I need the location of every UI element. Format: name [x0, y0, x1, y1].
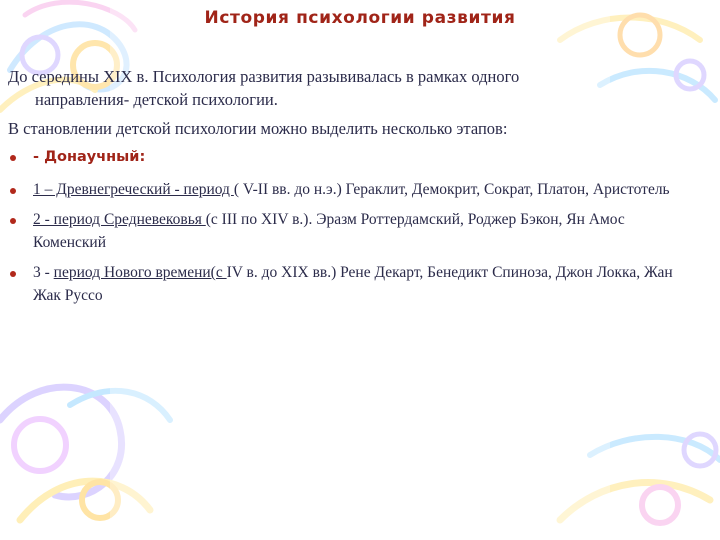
- period-link-ancient-greek[interactable]: 1 – Древнегреческий - период: [33, 180, 234, 198]
- list-item-middle-ages: [0, 209, 693, 254]
- item-prefix: 3 -: [33, 264, 54, 281]
- intro-paragraph: [8, 65, 698, 111]
- intro-line-2: направления- детской психологии.: [35, 90, 278, 109]
- list-item-prescientific: [0, 146, 693, 169]
- stages-list: [0, 146, 720, 315]
- period-link-middle-ages[interactable]: 2 - период Средневековья: [33, 211, 206, 228]
- intro-line-1: До середины XIX в. Психология развития разывивалась в рамках одного: [8, 67, 520, 86]
- list-item-modern-times: [0, 262, 693, 307]
- stages-intro: В становлении детской психологии можно выделить несколько этапов:: [8, 119, 508, 138]
- item-text: ( V-II вв. до н.э.) Гераклит, Демокрит, Сократ, Платон, Аристотель: [233, 180, 670, 198]
- bullet-dot: [10, 155, 16, 161]
- item-text: IV в. до XIX вв.) Рене Декарт, Бенедикт Спиноза, Джон Локка, Жан Жак Руссо: [33, 264, 673, 304]
- item-text: (с III по XIV в.). Эразм Роттердамский, Роджер Бэкон, Ян Амос Коменский: [33, 211, 625, 251]
- bullet-dot: [10, 188, 16, 194]
- period-link-modern-times[interactable]: период Нового времени(с: [53, 264, 227, 281]
- slide-title: История психологии развития: [204, 8, 516, 28]
- list-item-ancient-greek: [0, 179, 693, 202]
- item-label: - Донаучный:: [33, 149, 146, 165]
- bullet-dot: [10, 218, 16, 224]
- bullet-dot: [10, 271, 16, 277]
